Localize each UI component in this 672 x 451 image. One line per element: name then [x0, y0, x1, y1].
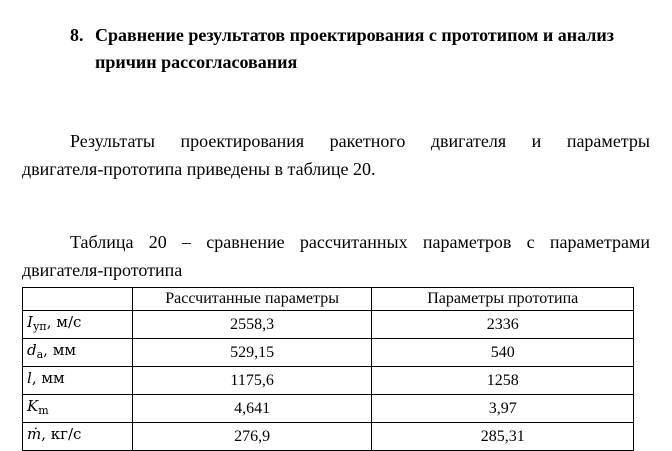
calculated-value: 1175,6 [132, 367, 372, 395]
parameter-unit: , мм [31, 369, 65, 387]
section-number: 8. [70, 25, 84, 45]
parameter-symbol: ṁ [27, 425, 42, 443]
parameter-subscript: a [36, 348, 44, 361]
parameter-cell [23, 311, 133, 339]
calculated-value: 4,641 [132, 395, 372, 423]
table-caption [22, 228, 650, 284]
table-caption-line2: двигателя-прототипа [22, 260, 183, 280]
section-title-line1: Сравнение результатов проектирования с прототипом и анализ [95, 25, 614, 45]
prototype-value: 1258 [372, 367, 634, 395]
intro-paragraph-line2: двигателя-прототипа приведены в таблице 20. [22, 159, 376, 179]
parameter-unit: , мм [43, 341, 77, 359]
table-row [23, 423, 634, 451]
parameter-unit: , м/с [46, 313, 82, 331]
parameter-cell [23, 367, 133, 395]
header-empty [23, 288, 133, 311]
parameter-symbol: l [27, 369, 32, 387]
intro-paragraph [22, 127, 650, 183]
table-row [23, 395, 634, 423]
parameter-cell [23, 423, 133, 451]
table-header-row [23, 288, 634, 311]
calculated-value: 276,9 [132, 423, 372, 451]
table-row [23, 367, 634, 395]
table-caption-line1: Таблица 20 – сравнение рассчитанных параметров с параметрами [70, 232, 650, 252]
prototype-value: 2336 [372, 311, 634, 339]
calculated-value: 2558,3 [132, 311, 372, 339]
intro-paragraph-line1: Результаты проектирования ракетного двигателя и параметры [70, 131, 650, 151]
parameter-symbol: I [27, 313, 33, 331]
parameter-cell [23, 395, 133, 423]
parameter-subscript: m [38, 404, 49, 417]
prototype-value: 540 [372, 339, 634, 367]
section-heading [70, 22, 650, 76]
parameter-symbol: K [27, 397, 39, 415]
header-prototype: Параметры прототипа [372, 288, 634, 311]
calculated-value: 529,15 [132, 339, 372, 367]
parameter-subscript: уп [32, 320, 47, 333]
table-row [23, 339, 634, 367]
prototype-value: 3,97 [372, 395, 634, 423]
table-body [23, 311, 634, 451]
parameter-unit: , кг/с [41, 425, 82, 443]
table-row [23, 311, 634, 339]
prototype-value: 285,31 [372, 423, 634, 451]
comparison-table [22, 287, 634, 451]
parameter-symbol: d [27, 341, 37, 359]
parameter-cell [23, 339, 133, 367]
section-title-line2: причин рассогласования [95, 52, 298, 72]
header-calculated: Рассчитанные параметры [132, 288, 372, 311]
